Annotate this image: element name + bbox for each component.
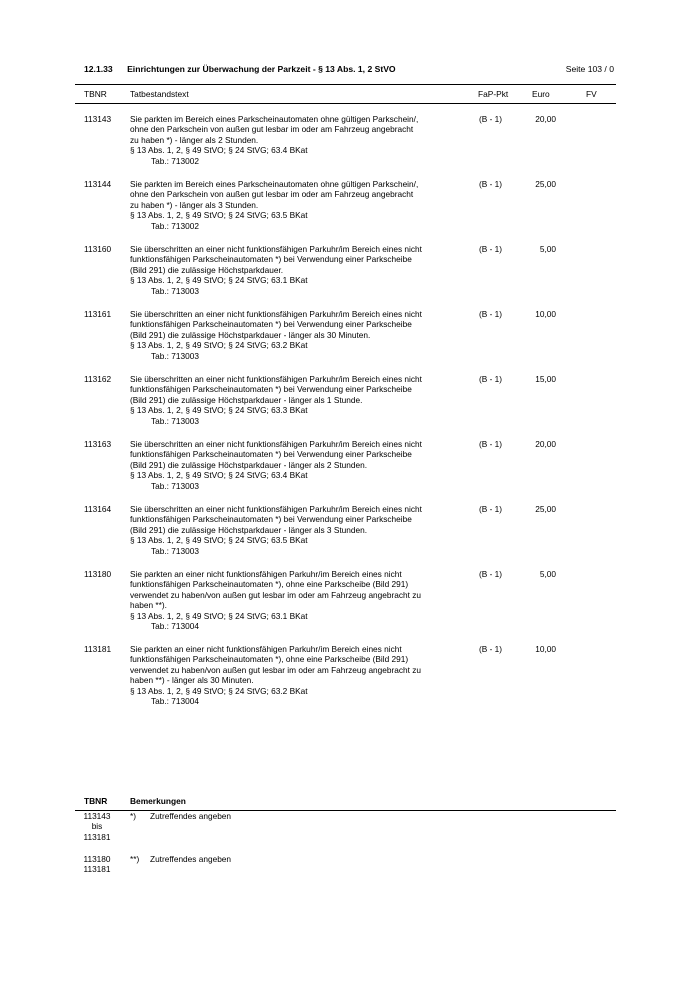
remark-tbnr: 113180 xyxy=(83,854,111,864)
row-text-line: Sie parkten an einer nicht funktionsfähigen Parkuhr/im Bereich eines nicht xyxy=(130,644,402,654)
row-text-line: funktionsfähigen Parkscheinautomaten *) bei Verwendung einer Parkscheibe xyxy=(130,514,412,525)
row-tab: Tab.: 713004 xyxy=(151,621,199,632)
row-text-line: § 13 Abs. 1, 2, § 49 StVO; § 24 StVG; 63.2 BKat xyxy=(130,685,308,696)
row-text xyxy=(130,114,475,166)
row-fap-points: (B - 1) xyxy=(479,114,503,124)
row-text-line: ohne den Parkschein von außen gut lesbar im oder am Fahrzeug angebracht xyxy=(130,124,414,135)
row-text-line: Sie überschritten an einer nicht funktionsfähigen Parkuhr/im Bereich eines nicht xyxy=(130,374,422,384)
section-title-row xyxy=(84,64,614,74)
remark-footnote-mark: **) xyxy=(130,854,140,864)
row-tab: Tab.: 713002 xyxy=(151,155,199,166)
remark-text: Zutreffendes angeben xyxy=(150,811,232,821)
row-text-line: Sie überschritten an einer nicht funktionsfähigen Parkuhr/im Bereich eines nicht xyxy=(130,244,422,254)
row-euro: 10,00 xyxy=(535,309,556,319)
row-text-line: funktionsfähigen Parkscheinautomaten *), ohne eine Parkscheibe (Bild 291) xyxy=(130,579,409,590)
row-text-line: verwendet zu haben/von außen gut lesbar im oder am Fahrzeug angebracht zu xyxy=(130,589,422,600)
row-euro: 10,00 xyxy=(535,644,556,654)
row-tab: Tab.: 713003 xyxy=(151,350,199,361)
remarks-header-title: Bemerkungen xyxy=(130,796,186,806)
row-text-line: (Bild 291) die zulässige Höchstparkdauer - länger als 3 Stunden. xyxy=(130,524,368,535)
section-number: 12.1.33 xyxy=(84,64,113,74)
row-text xyxy=(130,439,475,491)
remark-tbnr: 113143 xyxy=(83,811,111,821)
remark-tbnr: 113181 xyxy=(83,864,111,875)
row-tbnr: 113163 xyxy=(84,439,112,449)
row-tab: Tab.: 713003 xyxy=(151,545,199,556)
row-text-line: (Bild 291) die zulässige Höchstparkdauer - länger als 1 Stunde. xyxy=(130,394,363,405)
row-text-line: funktionsfähigen Parkscheinautomaten *), ohne eine Parkscheibe (Bild 291) xyxy=(130,654,409,665)
row-text-line: (Bild 291) die zulässige Höchstparkdauer - länger als 2 Stunden. xyxy=(130,459,368,470)
row-text-line: verwendet zu haben/von außen gut lesbar im oder am Fahrzeug angebracht zu xyxy=(130,664,422,675)
row-fap-points: (B - 1) xyxy=(479,374,503,384)
row-text xyxy=(130,179,475,231)
remark-tbnr: 113181 xyxy=(83,831,111,842)
row-tbnr: 113160 xyxy=(84,244,112,254)
row-tbnr: 113164 xyxy=(84,504,112,514)
row-euro: 25,00 xyxy=(535,179,556,189)
row-text xyxy=(130,309,475,361)
row-text xyxy=(130,244,475,296)
row-text-line: § 13 Abs. 1, 2, § 49 StVO; § 24 StVG; 63.2 BKat xyxy=(130,340,308,351)
row-text-line: funktionsfähigen Parkscheinautomaten *) bei Verwendung einer Parkscheibe xyxy=(130,319,412,330)
row-tab: Tab.: 713003 xyxy=(151,415,199,426)
remark-tbnr-range xyxy=(75,811,119,842)
row-text-line: § 13 Abs. 1, 2, § 49 StVO; § 24 StVG; 63.1 BKat xyxy=(130,610,308,621)
row-text-line: § 13 Abs. 1, 2, § 49 StVO; § 24 StVG; 63.4 BKat xyxy=(130,470,308,481)
row-text-line: Sie überschritten an einer nicht funktionsfähigen Parkuhr/im Bereich eines nicht xyxy=(130,309,422,319)
row-euro: 5,00 xyxy=(539,244,556,254)
row-tbnr: 113143 xyxy=(84,114,112,124)
remark-tbnr: bis xyxy=(91,821,103,832)
row-tab: Tab.: 713004 xyxy=(151,696,199,707)
page-number: Seite 103 / 0 xyxy=(565,64,614,74)
row-text-line: (Bild 291) die zulässige Höchstparkdauer - länger als 30 Minuten. xyxy=(130,329,371,340)
row-text xyxy=(130,569,475,631)
row-tbnr: 113144 xyxy=(84,179,112,189)
row-euro: 15,00 xyxy=(535,374,556,384)
row-text-line: Sie überschritten an einer nicht funktionsfähigen Parkuhr/im Bereich eines nicht xyxy=(130,439,422,449)
row-text xyxy=(130,644,475,706)
remark-text: Zutreffendes angeben xyxy=(150,854,232,864)
header-tbnr: TBNR xyxy=(84,89,107,99)
header-text: Tatbestandstext xyxy=(130,89,189,99)
row-text-line: § 13 Abs. 1, 2, § 49 StVO; § 24 StVG; 63.1 BKat xyxy=(130,275,308,286)
row-text-line: Sie parkten an einer nicht funktionsfähigen Parkuhr/im Bereich eines nicht xyxy=(130,569,402,579)
row-tab: Tab.: 713003 xyxy=(151,285,199,296)
row-euro: 25,00 xyxy=(535,504,556,514)
row-fap-points: (B - 1) xyxy=(479,439,503,449)
row-tbnr: 113161 xyxy=(84,309,112,319)
row-text-line: zu haben *) - länger als 3 Stunden. xyxy=(130,199,259,210)
row-text-line: Sie parkten im Bereich eines Parkscheinautomaten ohne gültigen Parkschein/, xyxy=(130,114,419,124)
row-euro: 20,00 xyxy=(535,114,556,124)
header-euro: Euro xyxy=(532,89,550,99)
row-tbnr: 113162 xyxy=(84,374,112,384)
remarks-header-tbnr: TBNR xyxy=(84,796,108,806)
row-text-line: § 13 Abs. 1, 2, § 49 StVO; § 24 StVG; 63.5 BKat xyxy=(130,210,308,221)
row-text-line: § 13 Abs. 1, 2, § 49 StVO; § 24 StVG; 63.4 BKat xyxy=(130,145,308,156)
row-fap-points: (B - 1) xyxy=(479,309,503,319)
section-title: Einrichtungen zur Überwachung der Parkzeit - § 13 Abs. 1, 2 StVO xyxy=(127,64,396,74)
row-text-line: zu haben *) - länger als 2 Stunden. xyxy=(130,134,259,145)
row-tab: Tab.: 713003 xyxy=(151,480,199,491)
row-text-line: § 13 Abs. 1, 2, § 49 StVO; § 24 StVG; 63.3 BKat xyxy=(130,405,308,416)
row-text-line: haben **) - länger als 30 Minuten. xyxy=(130,675,254,686)
row-text-line: funktionsfähigen Parkscheinautomaten *) bei Verwendung einer Parkscheibe xyxy=(130,254,412,265)
remarks-header xyxy=(75,796,616,811)
row-euro: 5,00 xyxy=(539,569,556,579)
row-text-line: (Bild 291) die zulässige Höchstparkdauer. xyxy=(130,264,284,275)
row-fap-points: (B - 1) xyxy=(479,569,503,579)
header-fap: FaP-Pkt xyxy=(478,89,509,99)
row-fap-points: (B - 1) xyxy=(479,244,503,254)
row-tab: Tab.: 713002 xyxy=(151,220,199,231)
row-text xyxy=(130,504,475,556)
row-text-line: § 13 Abs. 1, 2, § 49 StVO; § 24 StVG; 63.5 BKat xyxy=(130,535,308,546)
row-text-line: Sie parkten im Bereich eines Parkscheinautomaten ohne gültigen Parkschein/, xyxy=(130,179,419,189)
row-fap-points: (B - 1) xyxy=(479,179,503,189)
row-text xyxy=(130,374,475,426)
header-fv: FV xyxy=(586,89,597,99)
row-text-line: ohne den Parkschein von außen gut lesbar im oder am Fahrzeug angebracht xyxy=(130,189,414,200)
row-tbnr: 113181 xyxy=(84,644,112,654)
row-text-line: funktionsfähigen Parkscheinautomaten *) bei Verwendung einer Parkscheibe xyxy=(130,449,412,460)
row-fap-points: (B - 1) xyxy=(479,644,503,654)
remark-footnote-mark: *) xyxy=(130,811,136,821)
row-text-line: haben **). xyxy=(130,600,167,611)
row-text-line: funktionsfähigen Parkscheinautomaten *) bei Verwendung einer Parkscheibe xyxy=(130,384,412,395)
row-text-line: Sie überschritten an einer nicht funktionsfähigen Parkuhr/im Bereich eines nicht xyxy=(130,504,422,514)
table-header xyxy=(75,84,616,104)
row-tbnr: 113180 xyxy=(84,569,112,579)
remark-tbnr-range xyxy=(75,854,119,875)
row-fap-points: (B - 1) xyxy=(479,504,503,514)
row-euro: 20,00 xyxy=(535,439,556,449)
